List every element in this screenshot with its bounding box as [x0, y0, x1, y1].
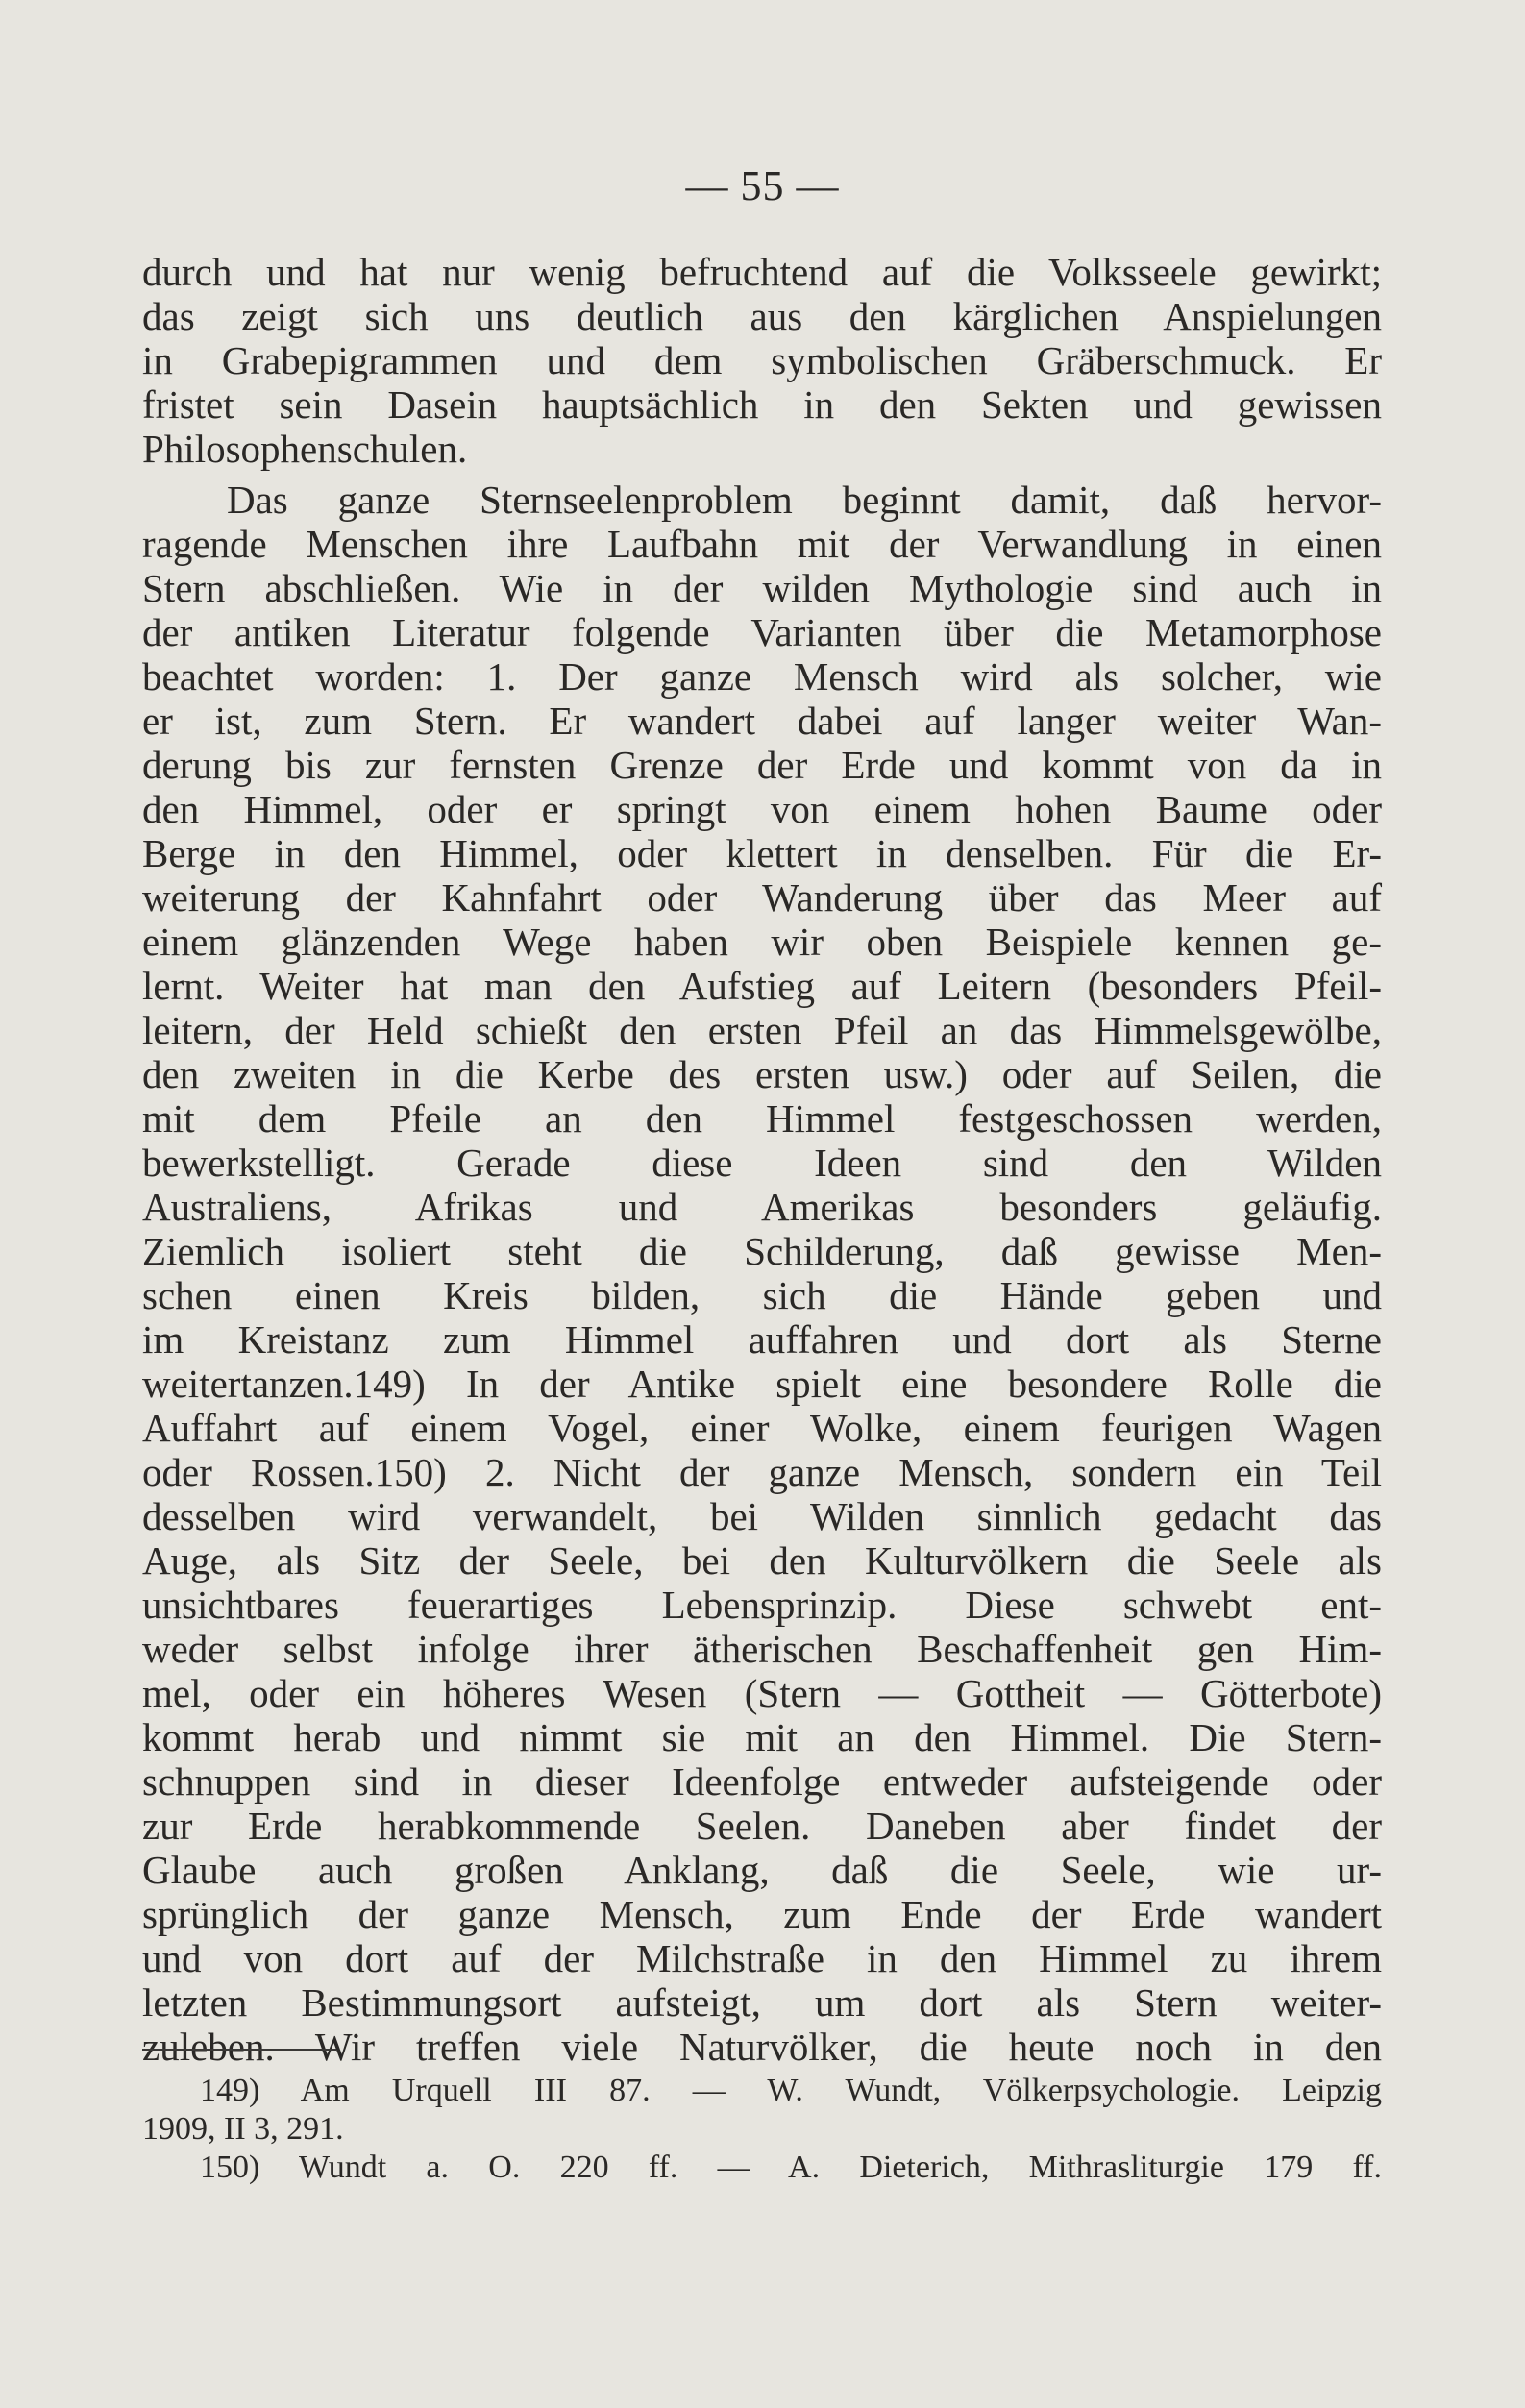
- text-line: einem glänzenden Wege haben wir oben Beispiele kennen ge-: [142, 920, 1382, 964]
- footnote-149-continued: 1909, II 3, 291.: [142, 2111, 344, 2147]
- text-line: bewerkstelligt. Gerade diese Ideen sind den Wilden: [142, 1141, 1382, 1185]
- text-line: weiterung der Kahnfahrt oder Wanderung über das Meer auf: [142, 875, 1382, 920]
- page-number: — 55 —: [685, 162, 840, 209]
- text-line: derung bis zur fernsten Grenze der Erde und kommt von da in: [142, 743, 1382, 787]
- text-line: Auge, als Sitz der Seele, bei den Kulturvölkern die Seele als: [142, 1538, 1382, 1583]
- text-line: zuleben. Wir treffen viele Naturvölker, die heute noch in den: [142, 2025, 1382, 2069]
- text-line: Berge in den Himmel, oder klettert in denselben. Für die Er-: [142, 831, 1382, 875]
- text-line: weder selbst infolge ihrer ätherischen Beschaffenheit gen Him-: [142, 1627, 1382, 1671]
- text-line: kommt herab und nimmt sie mit an den Himmel. Die Stern-: [142, 1715, 1382, 1759]
- text-line: zur Erde herabkommende Seelen. Daneben aber findet der: [142, 1804, 1382, 1848]
- footnote-divider: [142, 2049, 336, 2051]
- text-line: fristet sein Dasein hauptsächlich in den Sekten und gewissen: [142, 382, 1382, 427]
- text-line: sprünglich der ganze Mensch, zum Ende der Erde wandert: [142, 1892, 1382, 1936]
- text-line: schen einen Kreis bilden, sich die Hände geben und: [142, 1273, 1382, 1317]
- text-line: durch und hat nur wenig befruchtend auf die Volksseele gewirkt;: [142, 250, 1382, 294]
- text-line: und von dort auf der Milchstraße in den Himmel zu ihrem: [142, 1936, 1382, 1980]
- text-line: Stern abschließen. Wie in der wilden Mythologie sind auch in: [142, 566, 1382, 610]
- text-line: er ist, zum Stern. Er wandert dabei auf langer weiter Wan-: [142, 699, 1382, 743]
- text-line: das zeigt sich uns deutlich aus den kärglichen Anspielungen: [142, 294, 1382, 338]
- text-line: Auffahrt auf einem Vogel, einer Wolke, einem feurigen Wagen: [142, 1406, 1382, 1450]
- text-line: ragende Menschen ihre Laufbahn mit der Verwandlung in einen: [142, 522, 1382, 566]
- text-line: lernt. Weiter hat man den Aufstieg auf Leitern (besonders Pfeil-: [142, 964, 1382, 1008]
- text-line: Philosophenschulen.: [142, 427, 468, 471]
- text-line: schnuppen sind in dieser Ideenfolge entweder aufsteigende oder: [142, 1759, 1382, 1804]
- text-line: unsichtbares feuerartiges Lebensprinzip. Diese schwebt ent-: [142, 1583, 1382, 1627]
- text-line: den zweiten in die Kerbe des ersten usw.) oder auf Seilen, die: [142, 1052, 1382, 1096]
- footnote-150: 150) Wundt a. O. 220 ff. — A. Dieterich, Mithrasliturgie 179 ff.: [200, 2150, 1382, 2185]
- text-line: mel, oder ein höheres Wesen (Stern — Gottheit — Götterbote): [142, 1671, 1382, 1715]
- text-line: beachtet worden: 1. Der ganze Mensch wird als solcher, wie: [142, 654, 1382, 699]
- text-line: der antiken Literatur folgende Varianten über die Metamorphose: [142, 610, 1382, 654]
- text-line: mit dem Pfeile an den Himmel festgeschossen werden,: [142, 1096, 1382, 1141]
- text-line: Das ganze Sternseelenproblem beginnt damit, daß hervor-: [227, 478, 1382, 522]
- text-line: den Himmel, oder er springt von einem hohen Baume oder: [142, 787, 1382, 831]
- text-line: weitertanzen.149) In der Antike spielt eine besondere Rolle die: [142, 1362, 1382, 1406]
- footnote-149: 149) Am Urquell III 87. — W. Wundt, Völkerpsychologie. Leipzig: [200, 2073, 1382, 2108]
- text-line: desselben wird verwandelt, bei Wilden sinnlich gedacht das: [142, 1494, 1382, 1538]
- text-line: leitern, der Held schießt den ersten Pfeil an das Himmelsgewölbe,: [142, 1008, 1382, 1052]
- text-line: in Grabepigrammen und dem symbolischen Gräberschmuck. Er: [142, 338, 1382, 382]
- text-line: Australiens, Afrikas und Amerikas besonders geläufig.: [142, 1185, 1382, 1229]
- text-line: Glaube auch großen Anklang, daß die Seele, wie ur-: [142, 1848, 1382, 1892]
- text-line: Ziemlich isoliert steht die Schilderung, daß gewisse Men-: [142, 1229, 1382, 1273]
- text-line: oder Rossen.150) 2. Nicht der ganze Mensch, sondern ein Teil: [142, 1450, 1382, 1494]
- text-line: letzten Bestimmungsort aufsteigt, um dort als Stern weiter-: [142, 1980, 1382, 2025]
- text-line: im Kreistanz zum Himmel auffahren und dort als Sterne: [142, 1317, 1382, 1362]
